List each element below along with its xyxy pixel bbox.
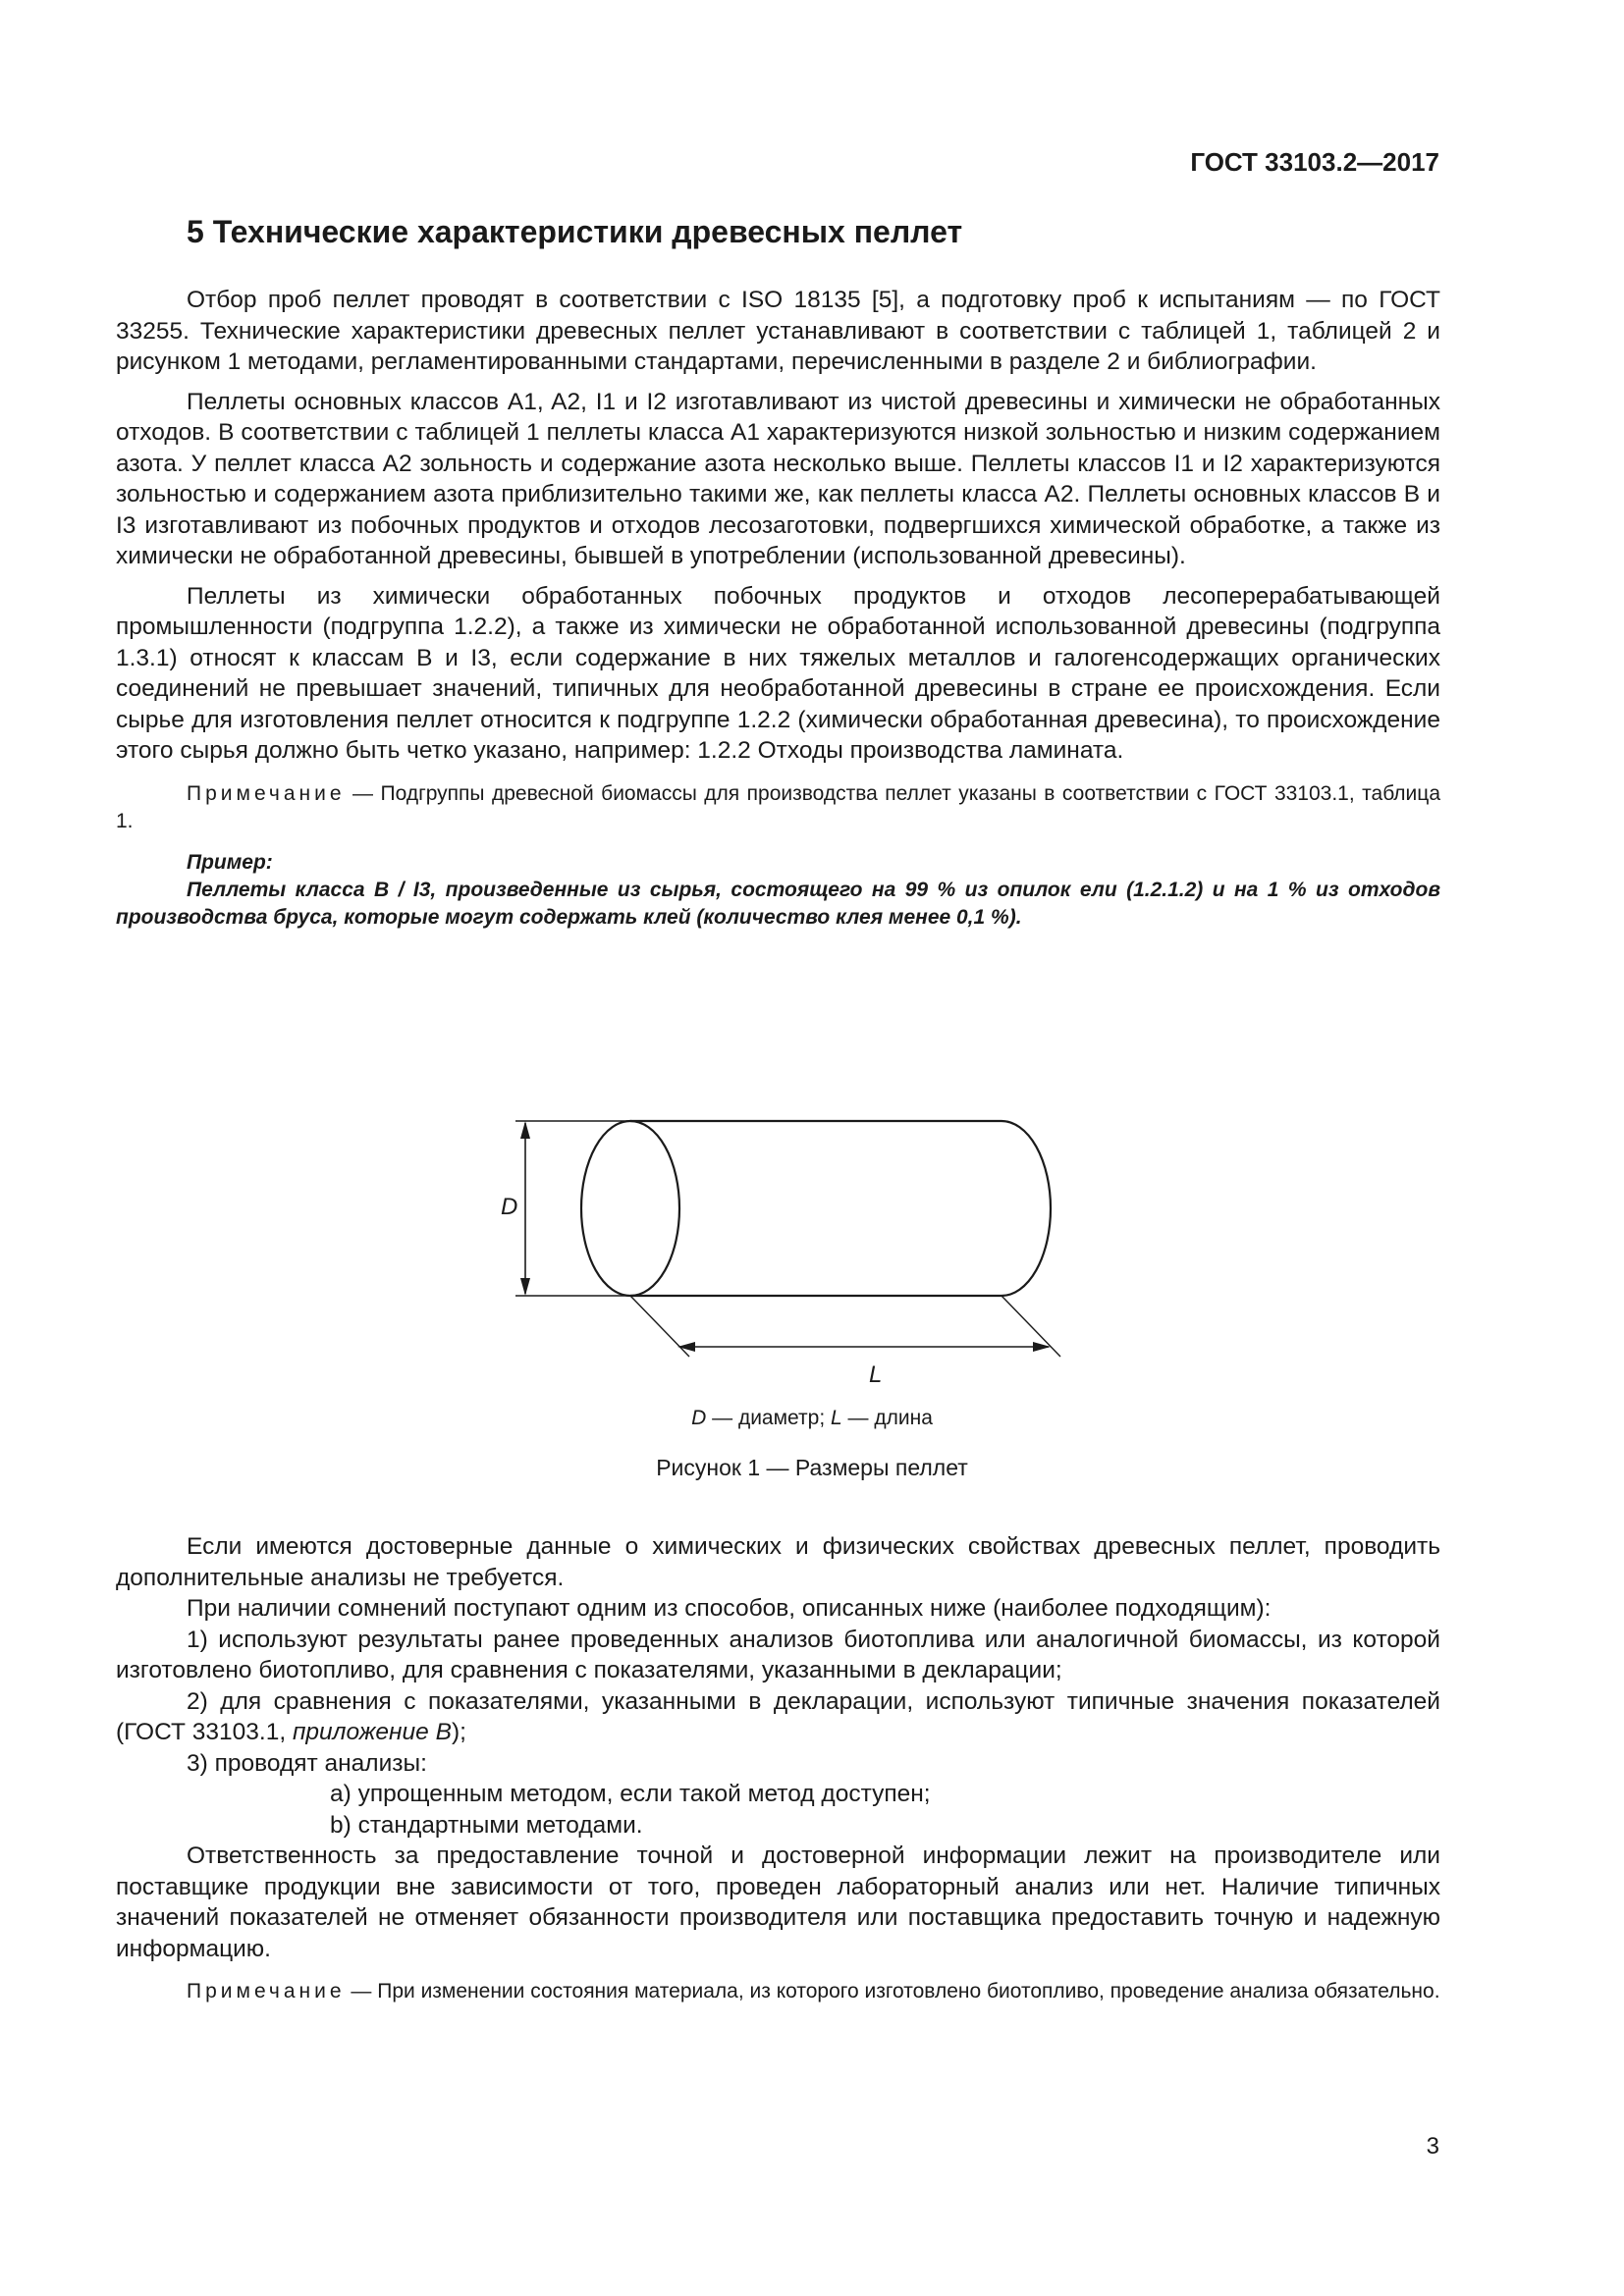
paragraph-treated-byproducts: Пеллеты из химически обработанных побочных продуктов и отходов лесоперерабатывающей промышленности (подгруппа 1.2.2), а также из химически не обработанной использованной древесины (подгруппа 1.3.1) относят к классам B и I3, если содержание в них тяжелых металлов и галогенсодержащих органических соединений не превышает значений, типичных для необработанной древесины в стране ее происхождения. Если сырье для изготовления пеллет относится к подгруппе 1.2.2 (химически обработанная древесина), то происхождение этого сырья должно быть четко указано, например: 1.2.2 Отходы производства ламината. xyxy=(116,582,1440,764)
page-number: 3 xyxy=(1426,2133,1439,2160)
list-item-1: 1) используют результаты ранее проведенных анализов биотоплива или аналогичной биомассы, из которой изготовлено биотопливо, для сравнения с показателями, указанными в декларации; xyxy=(116,1626,1440,1683)
d-arrow-bottom xyxy=(520,1278,530,1296)
figure-legend xyxy=(0,1407,1624,1430)
legend-d-symbol: D xyxy=(691,1407,707,1429)
l-label: L xyxy=(869,1362,883,1388)
example-text: Пеллеты класса B / I3, произведенные из сырья, состоящего на 99 % из опилок ели (1.2.1.2) и на 1 % из отходов производства бруса, которые могут содержать клей (количество клея менее 0,1 %). xyxy=(116,878,1440,929)
paragraph-main-classes: Пеллеты основных классов A1, A2, I1 и I2 изготавливают из чистой древесины и химически не обработанных отходов. В соответствии с таблицей 1 пеллеты класса A1 характеризуются низкой зольностью и низким содержанием азота. У пеллет класса A2 зольность и содержание азота несколько выше. Пеллеты классов I1 и I2 характеризуются зольностью и содержанием азота приблизительно такими же, как пеллеты класса A2. Пеллеты основных классов B и I3 изготавливают из побочных продуктов и отходов лесозаготовки, подвергшихся химической обработке, а также из химически не обработанной древесины, бывшей в употреблении (использованной древесины). xyxy=(116,388,1440,569)
pellet-dimensions-figure xyxy=(471,1099,1100,1394)
pellet-back-face xyxy=(1001,1121,1051,1296)
pellet-front-face xyxy=(581,1121,679,1296)
note-label: Примечание xyxy=(187,781,346,805)
list-item-2-annex: приложение B xyxy=(292,1719,452,1745)
note-text: — При изменении состояния материала, из которого изготовлено биотопливо, проведение анализа обязательно. xyxy=(345,1980,1440,2002)
list-item-2-end: ); xyxy=(451,1719,466,1745)
note-subgroups xyxy=(116,780,1440,835)
l-arrow-left xyxy=(677,1342,695,1352)
paragraph-responsibility: Ответственность за предоставление точной и достоверной информации лежит на производителе или поставщике продукции вне зависимости от того, проведен лабораторный анализ или нет. Наличие типичных значений показателей не отменяет обязанности производителя или поставщика предоставить точную и надежную информацию. xyxy=(116,1842,1440,1962)
d-label: D xyxy=(501,1194,518,1220)
d-arrow-top xyxy=(520,1121,530,1139)
paragraph-doubts: При наличии сомнений поступают одним из способов, описанных ниже (наиболее подходящим): xyxy=(187,1595,1272,1622)
legend-l-text: — длина xyxy=(841,1407,933,1429)
list-item-2-text: 2) для сравнения с показателями, указанными в декларации, используют типичные значения показателей (ГОСТ 33103.1, xyxy=(116,1687,1440,1745)
list-item-3b: b) стандартными методами. xyxy=(330,1811,643,1839)
section-title: 5 Технические характеристики древесных пеллет xyxy=(187,214,963,249)
list-item-3a: a) упрощенным методом, если такой метод доступен; xyxy=(330,1781,931,1807)
top-text-block xyxy=(116,285,1440,932)
note-text: — Подгруппы древесной биомассы для производства пеллет указаны в соответствии с ГОСТ 33103.1, таблица 1. xyxy=(116,781,1440,832)
list-item-3: 3) проводят анализы: xyxy=(187,1749,427,1777)
note-material-change xyxy=(116,1978,1440,2005)
legend-d-text: — диаметр; xyxy=(706,1407,831,1429)
bottom-text-block xyxy=(116,1531,1440,2005)
legend-l-symbol: L xyxy=(831,1407,842,1429)
list-item-2 xyxy=(116,1686,1440,1748)
note-label: Примечание xyxy=(187,1980,346,2002)
document-code-header: ГОСТ 33103.2—2017 xyxy=(1190,147,1439,177)
example-title: Пример: xyxy=(187,850,273,874)
figure-caption: Рисунок 1 — Размеры пеллет xyxy=(656,1455,968,1480)
paragraph-sampling: Отбор проб пеллет проводят в соответствии с ISO 18135 [5], а подготовку проб к испытаниям — по ГОСТ 33255. Технические характеристики древесных пеллет устанавливают в соответствии с таблицей 1, таблицей 2 и рисунком 1 методами, регламентированными стандартами, перечисленными в разделе 2 и библиографии. xyxy=(116,287,1440,375)
paragraph-reliable-data: Если имеются достоверные данные о химических и физических свойствах древесных пеллет, проводить дополнительные анализы не требуется. xyxy=(116,1533,1440,1591)
